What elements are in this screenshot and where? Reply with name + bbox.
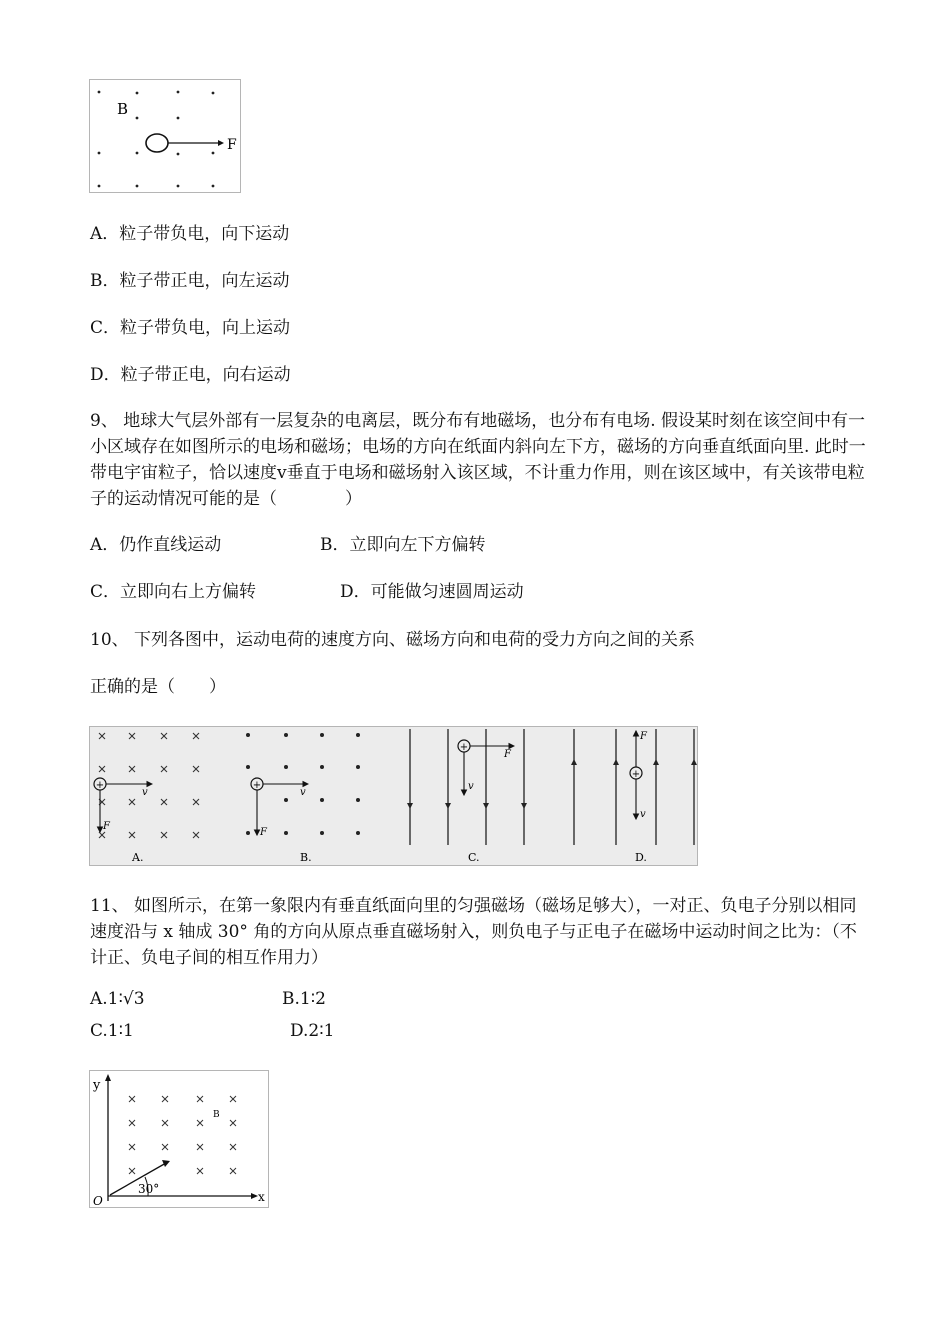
field-dots: [98, 91, 215, 188]
svg-text:+: +: [631, 769, 641, 780]
svg-text:F: F: [640, 731, 647, 742]
q8-figure: [89, 79, 241, 193]
angle-label: 30°: [138, 1182, 160, 1196]
q9-option-a: A．仍作直线运动: [90, 535, 222, 555]
panel-d-field-lines: [574, 729, 694, 845]
f-label: F: [227, 137, 237, 153]
b-label: B: [213, 1110, 220, 1120]
q11-option-a: A.1∶√3: [90, 989, 145, 1009]
origin-label: O: [93, 1194, 103, 1207]
svg-text:F: F: [103, 821, 110, 832]
svg-text:v: v: [640, 809, 646, 820]
q9-option-c: C．立即向右上方偏转: [90, 582, 257, 602]
svg-text:F: F: [504, 749, 511, 760]
x-label: x: [258, 1190, 265, 1204]
q8-option-b: B．粒子带正电，向左运动: [90, 271, 290, 291]
q10-figure: [89, 726, 698, 866]
q9-option-d: D．可能做匀速圆周运动: [340, 582, 524, 602]
svg-text:v: v: [300, 787, 306, 798]
q8-option-c: C．粒子带负电，向上运动: [90, 318, 291, 338]
q8-option-a: A．粒子带负电，向下运动: [90, 224, 290, 244]
y-label: y: [93, 1078, 101, 1093]
svg-text:F: F: [260, 827, 267, 838]
svg-text:+: +: [459, 742, 469, 753]
q11-option-d: D.2∶1: [290, 1021, 335, 1041]
panel-b-label: B.: [300, 851, 312, 864]
charged-particle: [146, 134, 168, 152]
svg-text:+: +: [252, 780, 262, 791]
q11-option-b: B.1∶2: [282, 989, 326, 1009]
q10-figure-svg: [90, 727, 697, 865]
svg-text:+: +: [95, 780, 105, 791]
q8-figure-svg: [90, 80, 240, 192]
q11-stem: 11、 如图所示，在第一象限内有垂直纸面向里的匀强磁场（磁场足够大），一对正、负电子分别以相同速度沿与 x 轴成 30° 角的方向从原点垂直磁场射入，则负电子与正电子在磁场中运动时间之比为：（不计正、负电子间的相互作用力）: [90, 896, 857, 968]
field-crosses: [129, 1096, 236, 1174]
q11-option-c: C.1∶1: [90, 1021, 134, 1041]
panel-a-label: A.: [132, 851, 144, 864]
svg-text:v: v: [468, 781, 474, 792]
svg-text:v: v: [142, 787, 148, 798]
panel-d-label: D.: [635, 851, 647, 864]
q9-stem: 9、 地球大气层外部有一层复杂的电离层，既分布有地磁场，也分布有电场. 假设某时刻在该空间中有一小区域存在如图所示的电场和磁场；电场的方向在纸面内斜向左下方，磁场的方向垂直纸面向里. 此时一带电宇宙粒子，恰以速度v垂直于电场和磁场射入该区域，不计重力作用，则在该区域中，有关该带电粒子的运动情况可能的是（ ）: [90, 411, 866, 509]
q11-figure: [89, 1070, 269, 1208]
q10-line2: 正确的是（ ）: [90, 677, 226, 697]
panel-c-label: C.: [468, 851, 480, 864]
panel-a-crosses: [99, 733, 199, 838]
q9-option-b: B．立即向左下方偏转: [320, 535, 486, 555]
b-label: B: [117, 100, 129, 118]
q8-option-d: D．粒子带正电，向右运动: [90, 365, 291, 385]
q11-figure-svg: [90, 1071, 268, 1207]
q10-line1: 10、 下列各图中，运动电荷的速度方向、磁场方向和电荷的受力方向之间的关系: [90, 630, 696, 650]
